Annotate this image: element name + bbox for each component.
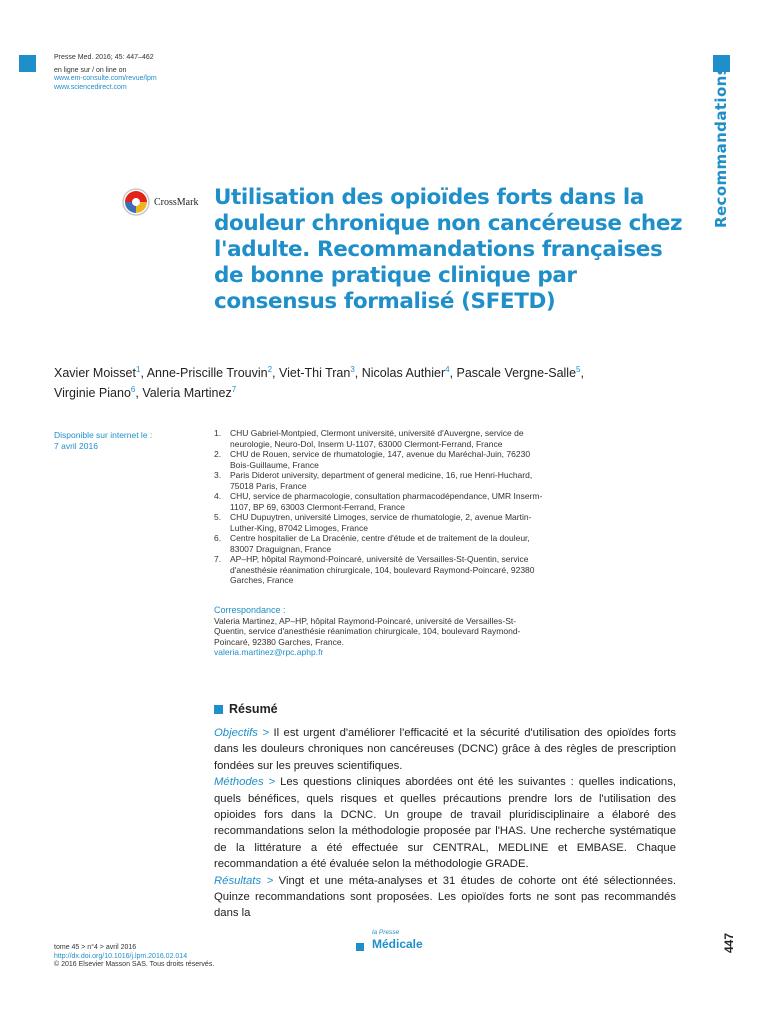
- affiliation-item: [214, 533, 544, 554]
- affiliation-item: [214, 449, 544, 470]
- logo-top-text: la Presse: [372, 929, 400, 936]
- logo-main-text: Médicale: [372, 937, 423, 951]
- correspondence-heading: Correspondance :: [214, 605, 286, 615]
- abstract-heading: [214, 702, 278, 716]
- author-name: Anne-Priscille Trouvin: [146, 366, 268, 381]
- author-separator: ,: [140, 366, 147, 381]
- correspondence-name: Valeria Martinez: [214, 615, 275, 626]
- crossmark-icon: [122, 188, 150, 216]
- author-affiliation-ref[interactable]: 7: [231, 384, 237, 394]
- author-separator: ,: [272, 366, 279, 381]
- affiliation-text: CHU Dupuytren, université Limoges, service de rhumatologie, 2, avenue Martin-Luther-King, 87042 Limoges, France: [230, 512, 532, 533]
- availability-label: Disponible sur internet le :: [54, 430, 153, 440]
- journal-reference: Presse Med. 2016; 45: 447–462: [54, 54, 154, 61]
- affiliation-item: [214, 491, 544, 512]
- author-name: Valeria Martinez: [142, 385, 232, 400]
- abstract-body: [214, 725, 676, 922]
- author-name: Pascale Vergne-Salle: [456, 366, 577, 381]
- abstract-heading-text: Résumé: [229, 702, 278, 716]
- abstract-paragraph: [214, 725, 676, 774]
- journal-url-1[interactable]: www.em-consulte.com/revue/lpm: [54, 75, 157, 82]
- affiliation-number: 4.: [214, 491, 222, 501]
- affiliation-text: CHU Gabriel-Montpied, Clermont université, université d'Auvergne, service de neurologie, Neuro-Dol, Inserm U-1107, 63000 Clermont-Ferrand, France: [230, 428, 524, 449]
- affiliation-list: [214, 428, 544, 586]
- heading-square-icon: [214, 705, 223, 714]
- affiliation-number: 1.: [214, 428, 222, 438]
- author-affiliation-ref[interactable]: 2: [267, 365, 273, 374]
- journal-url-2[interactable]: www.sciencedirect.com: [54, 83, 127, 91]
- affiliation-text: AP–HP, hôpital Raymond-Poincaré, université de Versailles-St-Quentin, service d'anesthésie réanimation chirurgicale, 104, boulevard Raymond-Poincaré, 92380 Garches, France: [230, 554, 535, 585]
- author-list: [54, 362, 674, 401]
- author-name: Xavier Moisset: [54, 366, 136, 381]
- affiliation-item: [214, 428, 544, 449]
- doi-link[interactable]: http://dx.doi.org/10.1016/j.lpm.2016.02.014: [54, 952, 188, 960]
- author-affiliation-ref[interactable]: 1: [135, 365, 141, 374]
- online-label: en ligne sur / on line on: [54, 66, 127, 74]
- section-label: Recommandations: [712, 65, 730, 228]
- abstract-paragraph: [214, 873, 676, 922]
- abstract-section-label: Méthodes >: [214, 776, 276, 789]
- abstract-section-label: Résultats >: [214, 874, 274, 887]
- affiliation-number: 3.: [214, 470, 222, 480]
- author-name: Viet-Thi Tran: [279, 366, 351, 381]
- logo-square-icon: [356, 943, 364, 951]
- correspondence-email[interactable]: valeria.martinez@rpc.aphp.fr: [214, 647, 324, 657]
- journal-info: [54, 54, 157, 92]
- affiliation-item: [214, 512, 544, 533]
- copyright: © 2016 Elsevier Masson SAS. Tous droits réservés.: [54, 961, 215, 968]
- affiliation-number: 2.: [214, 449, 222, 459]
- affiliation-number: 7.: [214, 554, 222, 564]
- abstract-section-text: Il est urgent d'améliorer l'efficacité et la sécurité d'utilisation des opioïdes forts dans les douleurs chroniques non cancéreuses (DCNC) grâce à des règles de prescription fondées sur les preuves scientifiques.: [214, 727, 676, 772]
- author-separator: ,: [580, 366, 584, 381]
- affiliation-number: 5.: [214, 512, 222, 522]
- author-affiliation-ref[interactable]: 3: [350, 365, 355, 374]
- correspondence-address-block: [214, 616, 534, 648]
- issue-info: tome 45 > n°4 > avril 2016: [54, 944, 137, 951]
- author-affiliation-ref[interactable]: 5: [576, 365, 581, 374]
- author-name: Nicolas Authier: [361, 366, 446, 381]
- correspondence-address: , AP–HP, hôpital Raymond-Poincaré, université de Versailles-St-Quentin, service d'anesthésie réanimation chirurgicale, 104, boulevard Raymond-Poincaré, 92380 Garches, France.: [214, 615, 521, 647]
- author-affiliation-ref[interactable]: 6: [130, 384, 136, 394]
- corner-square-left: [19, 55, 36, 72]
- page-number: 447: [722, 932, 736, 953]
- author-separator: ,: [449, 366, 457, 381]
- crossmark-label: CrossMark: [154, 196, 199, 208]
- author-separator: ,: [135, 385, 143, 400]
- correspondence: [214, 605, 534, 658]
- affiliation-number: 6.: [214, 533, 222, 543]
- author-name: Virginie Piano: [54, 385, 131, 400]
- affiliation-text: Paris Diderot university, department of general medicine, 16, rue Henri-Huchard, 75018 Paris, France: [230, 470, 533, 491]
- author-affiliation-ref[interactable]: 4: [445, 365, 450, 374]
- affiliation-text: Centre hospitalier de La Dracénie, centre d'étude et de traitement de la douleur, 83007 Draguignan, France: [230, 533, 530, 554]
- article-title: Utilisation des opioïdes forts dans la douleur chronique non cancéreuse chez l'adulte. Recommandations françaises de bonne pratique clinique par consensus formalisé (SFETD): [214, 185, 683, 314]
- footer-info: [54, 944, 214, 970]
- affiliation-item: [214, 470, 544, 491]
- author-separator: ,: [354, 366, 362, 381]
- availability-date: 7 avril 2016: [54, 440, 98, 451]
- affiliation-text: CHU, service de pharmacologie, consultation pharmacodépendance, UMR Inserm-1107, BP 69, 63003 Clermont-Ferrand, France: [230, 491, 543, 512]
- affiliation-item: [214, 554, 544, 586]
- abstract-section-label: Objectifs >: [214, 727, 269, 739]
- availability: [54, 430, 152, 451]
- abstract-section-text: Les questions cliniques abordées ont été les suivantes : quelles indications, quels bénéfices, quels risques et quelles précautions prendre lors de l'utilisation des opioides fors dans la DCNC. Un groupe de travail pluridisciplinaire a élaboré des recommandations selon la méthodologie proposée par l'HAS. Une recherche systématique de la littérature a été effectuée sur CENTRAL, MEDLINE et EMBASE. Chaque recommandation a été évaluée selon la méthodologie GRADE.: [214, 776, 676, 871]
- affiliation-text: CHU de Rouen, service de rhumatologie, 147, avenue du Maréchal-Juin, 76230 Bois-Guillaume, France: [230, 449, 531, 470]
- abstract-paragraph: [214, 774, 676, 872]
- crossmark-badge[interactable]: [122, 188, 198, 216]
- abstract-section-text: Vingt et une méta-analyses et 31 études de cohorte ont été sélectionnées. Quinze recommandations sont proposées. Les opioïdes forts ne sont pas recommandés dans la: [214, 874, 676, 920]
